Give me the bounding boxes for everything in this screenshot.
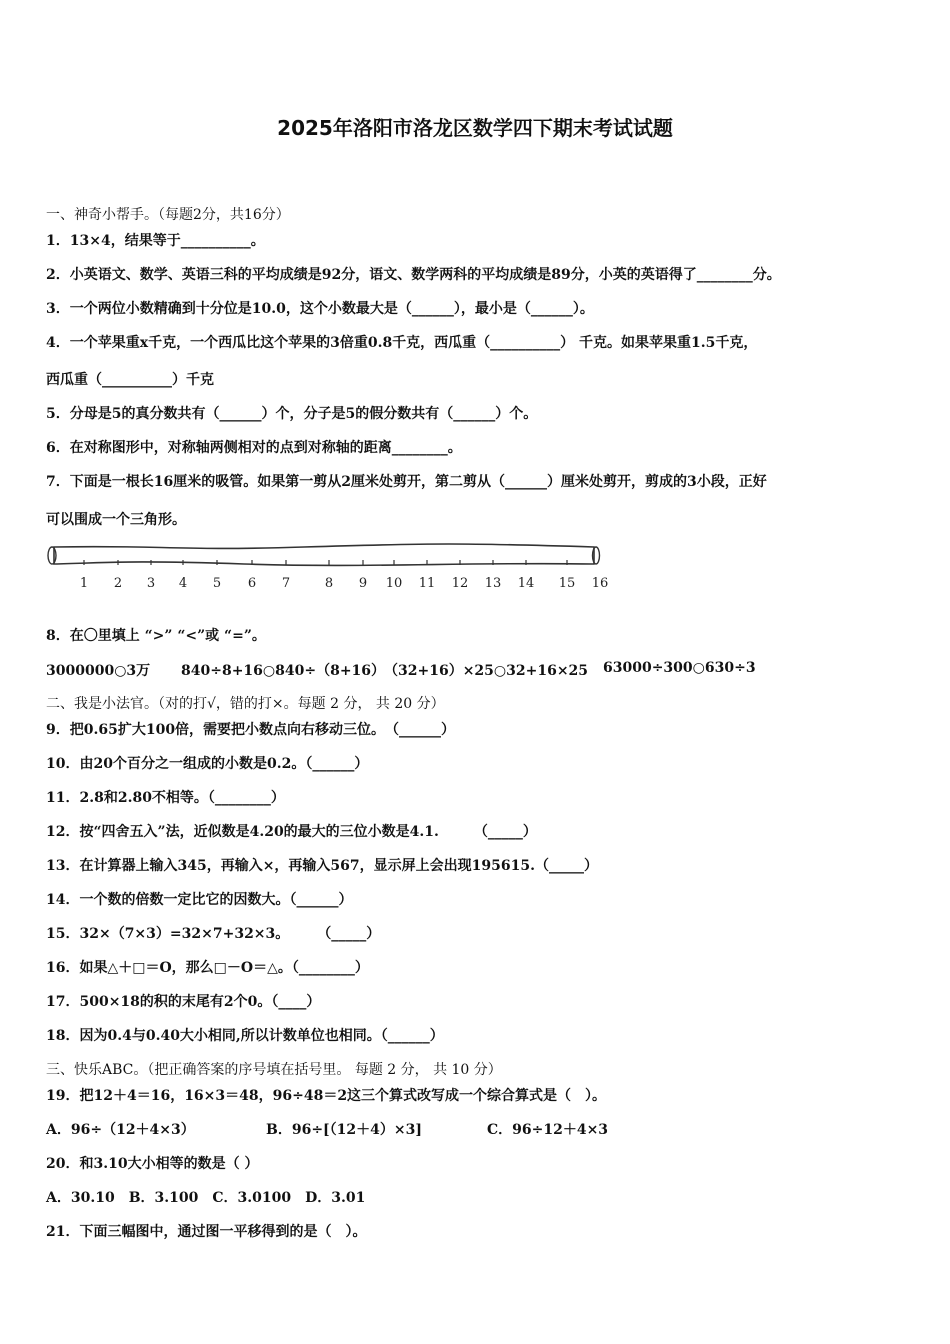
ruler-label: 7 [281, 576, 291, 591]
question-4-line-1: 4．一个苹果重x千克，一个西瓜比这个苹果的3倍重0.8千克，西瓜重（__________） 千克。如果苹果重1.5千克， [46, 335, 758, 351]
ruler-label: 3 [146, 576, 156, 591]
ruler-label: 11 [418, 576, 436, 591]
page-title: 2025年洛阳市洛龙区数学四下期末考试试题 [277, 116, 673, 140]
section-3-heading: 三、快乐ABC。（把正确答案的序号填在括号里。 每题 2 分， 共 10 分） [46, 1062, 502, 1078]
question-8-items [46, 660, 906, 678]
question-14: 14．一个数的倍数一定比它的因数大。（______） [46, 892, 353, 908]
question-13: 13．在计算器上输入345，再输入×，再输入567，显示屏上会出现195615.（_____） [46, 858, 598, 874]
question-3: 3．一个两位小数精确到十分位是10.0，这个小数最大是（______），最小是（______）。 [46, 301, 594, 317]
question-10: 10．由20个百分之一组成的小数是0.2。（______） [46, 756, 369, 772]
q19-option-a: A．96÷（12＋4×3） [46, 1122, 195, 1138]
ruler-label: 13 [484, 576, 502, 591]
ruler-label: 8 [324, 576, 334, 591]
q19-option-c: C．96÷12＋4×3 [487, 1122, 609, 1138]
question-19: 19．把12＋4＝16，16×3＝48，96÷48＝2这三个算式改写成一个综合算式是（ ）。 [46, 1088, 607, 1104]
question-8: 8．在〇里填上 “>” “<”或 “=”。 [46, 628, 266, 644]
ruler-label: 14 [517, 576, 535, 591]
ruler-label: 4 [178, 576, 188, 591]
q8-item-3: （32+16）×25○32+16×25 [384, 663, 589, 679]
q8-item-1: 3000000○3万 [46, 663, 151, 679]
question-19-options [46, 1119, 906, 1137]
question-16: 16．如果△＋□＝O，那么□－O＝△。（________） [46, 960, 369, 976]
ruler-label: 2 [113, 576, 123, 591]
question-4-line-2: 西瓜重（__________）千克 [46, 372, 214, 388]
section-2-heading: 二、我是小法官。（对的打√，错的打×。每题 2 分， 共 20 分） [46, 696, 445, 712]
q8-item-4: 63000÷300○630÷3 [603, 660, 756, 676]
question-12: 12．按“四舍五入”法，近似数是4.20的最大的三位小数是4.1. （_____） [46, 824, 537, 840]
ruler-label: 9 [358, 576, 368, 591]
ruler-label: 15 [558, 576, 576, 591]
ruler-label: 12 [451, 576, 469, 591]
question-9: 9．把0.65扩大100倍，需要把小数点向右移动三位。 （______） [46, 722, 456, 738]
question-11: 11．2.8和2.80不相等。（________） [46, 790, 285, 806]
ruler-label: 6 [247, 576, 257, 591]
q8-item-2: 840÷8+16○840÷（8+16） [181, 663, 386, 679]
question-18: 18．因为0.4与0.40大小相同,所以计数单位也相同。（______） [46, 1028, 444, 1044]
question-20-options: A．30.10 B．3.100 C．3.0100 D．3.01 [46, 1190, 366, 1206]
question-17: 17．500×18的积的末尾有2个0。（____） [46, 994, 321, 1010]
question-7-line-2: 可以围成一个三角形。 [46, 512, 186, 528]
ruler-label: 10 [385, 576, 403, 591]
question-21: 21．下面三幅图中，通过图一平移得到的是（ ）。 [46, 1224, 367, 1240]
ruler-label: 5 [212, 576, 222, 591]
question-2: 2．小英语文、数学、英语三科的平均成绩是92分，语文、数学两科的平均成绩是89分，小英的英语得了________分。 [46, 267, 781, 283]
ruler-label: 1 [79, 576, 89, 591]
question-7-line-1: 7．下面是一根长16厘米的吸管。如果第一剪从2厘米处剪开，第二剪从（______）厘米处剪开，剪成的3小段，正好 [46, 474, 767, 490]
question-15: 15．32×（7×3）=32×7+32×3。 （_____） [46, 926, 381, 942]
q19-option-b: B．96÷[（12＋4）×3] [266, 1122, 422, 1138]
straw-outline [54, 544, 594, 565]
question-6: 6．在对称图形中，对称轴两侧相对的点到对称轴的距离________。 [46, 440, 462, 456]
question-5: 5．分母是5的真分数共有（______）个，分子是5的假分数共有（______）个。 [46, 406, 538, 422]
ruler-label: 16 [591, 576, 609, 591]
straw-ruler-figure [44, 541, 614, 597]
section-1-heading: 一、神奇小帮手。（每题2分，共16分） [46, 207, 290, 223]
question-1: 1．13×4，结果等于__________。 [46, 233, 265, 249]
question-20: 20．和3.10大小相等的数是（ ） [46, 1156, 259, 1172]
